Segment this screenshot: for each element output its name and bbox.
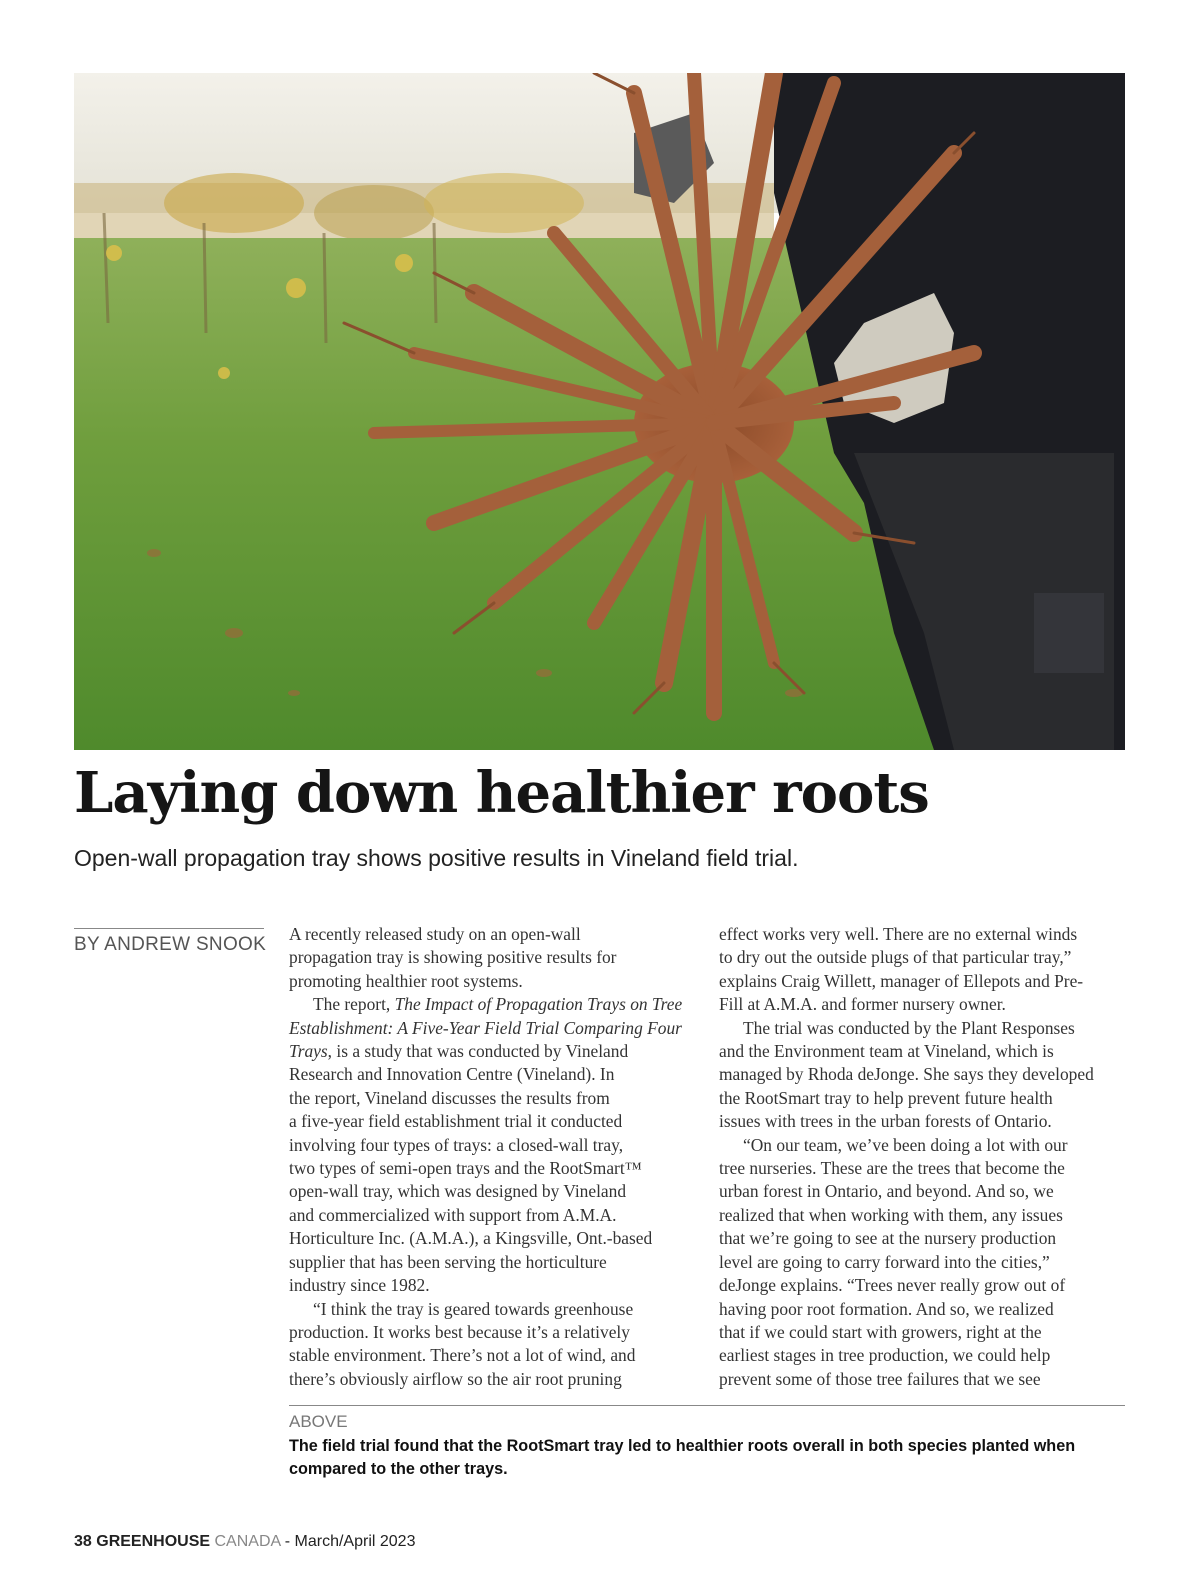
caption-divider	[289, 1405, 1125, 1406]
headline: Laying down healthier roots	[74, 760, 929, 826]
body-line: production. It works best because it’s a relatively	[289, 1321, 630, 1342]
body-line: and commercialized with support from A.M.A.	[289, 1204, 617, 1225]
body-line: realized that when working with them, any issues	[719, 1204, 1063, 1225]
body-line: a five-year field establishment trial it conducted	[289, 1111, 623, 1132]
body-line	[289, 993, 684, 1016]
report-intro: The report,	[313, 994, 395, 1015]
body-line: urban forest in Ontario, and beyond. And so, we	[719, 1181, 1054, 1202]
body-line: industry since 1982.	[289, 1275, 430, 1296]
caption-text: The field trial found that the RootSmart tray led to healthier roots overall in both species planted when compared to the other trays.	[289, 1437, 1076, 1478]
body-line: involving four types of trays: a closed-wall tray,	[289, 1134, 624, 1155]
body-column-1	[289, 923, 684, 1391]
roots-photo	[74, 73, 1125, 750]
roots-illustration	[74, 73, 1125, 750]
body-line: level are going to carry forward into the cities,”	[719, 1251, 1050, 1272]
body-line: effect works very well. There are no external winds	[719, 924, 1078, 944]
magazine-name-light: CANADA	[214, 1533, 281, 1550]
body-line: Horticulture Inc. (A.M.A.), a Kingsville, Ont.-based	[289, 1228, 653, 1249]
body-line: the report, Vineland discusses the results from	[289, 1087, 610, 1108]
body-line: stable environment. There’s not a lot of wind, and	[289, 1345, 636, 1366]
body-line: the RootSmart tray to help prevent future health	[719, 1087, 1053, 1108]
byline: BY ANDREW SNOOK	[74, 934, 267, 955]
body-line: The trial was conducted by the Plant Responses	[743, 1017, 1075, 1038]
body-line: open-wall tray, which was designed by Vineland	[289, 1181, 627, 1202]
body-column-2	[719, 923, 1125, 1391]
body-line: explains Craig Willett, manager of Ellepots and Pre-	[719, 970, 1084, 991]
issue-date: - March/April 2023	[280, 1533, 416, 1550]
body-line: having poor root formation. And so, we realized	[719, 1298, 1054, 1319]
body-line: A recently released study on an open-wall	[289, 924, 581, 944]
body-line: that if we could start with growers, right at the	[719, 1321, 1042, 1342]
body-line: managed by Rhoda deJonge. She says they developed	[719, 1064, 1094, 1085]
body-line: Fill at A.M.A. and former nursery owner.	[719, 994, 1006, 1015]
page-footer	[74, 1533, 415, 1551]
body-line: tree nurseries. These are the trees that become the	[719, 1158, 1065, 1179]
report-title: Trays	[289, 1041, 328, 1062]
byline-divider	[74, 928, 264, 929]
body-line: that we’re going to see at the nursery production	[719, 1228, 1057, 1249]
body-line: two types of semi-open trays and the RootSmart™	[289, 1158, 642, 1179]
body-line	[289, 1040, 684, 1063]
body-line: propagation tray is showing positive results for	[289, 947, 617, 968]
body-line: earliest stages in tree production, we could help	[719, 1345, 1051, 1366]
magazine-name: GREENHOUSE	[96, 1533, 211, 1550]
body-line	[289, 1017, 684, 1040]
body-line: there’s obviously airflow so the air root pruning	[289, 1368, 622, 1389]
body-line: “On our team, we’ve been doing a lot with our	[743, 1134, 1068, 1155]
body-line: promoting healthier root systems.	[289, 970, 523, 991]
body-line: Research and Innovation Centre (Vineland). In	[289, 1064, 615, 1085]
body-line: “I think the tray is geared towards greenhouse	[313, 1298, 634, 1319]
body-line: supplier that has been serving the horticulture	[289, 1251, 607, 1272]
body-line: deJonge explains. “Trees never really grow out of	[719, 1275, 1066, 1296]
page-number: 38	[74, 1533, 92, 1550]
report-title: The Impact of Propagation Trays on Tree	[394, 994, 683, 1015]
deck-subtitle: Open-wall propagation tray shows positive results in Vineland field trial.	[74, 845, 799, 871]
report-after: , is a study that was conducted by Vineland	[327, 1041, 629, 1062]
body-line: and the Environment team at Vineland, which is	[719, 1041, 1054, 1062]
body-line: prevent some of those tree failures that we see	[719, 1368, 1041, 1389]
body-line: issues with trees in the urban forests of Ontario.	[719, 1111, 1052, 1132]
report-title: Establishment: A Five-Year Field Trial Comparing Four	[289, 1017, 682, 1038]
body-line: to dry out the outside plugs of that particular tray,”	[719, 947, 1072, 968]
caption-label: ABOVE	[289, 1412, 348, 1431]
